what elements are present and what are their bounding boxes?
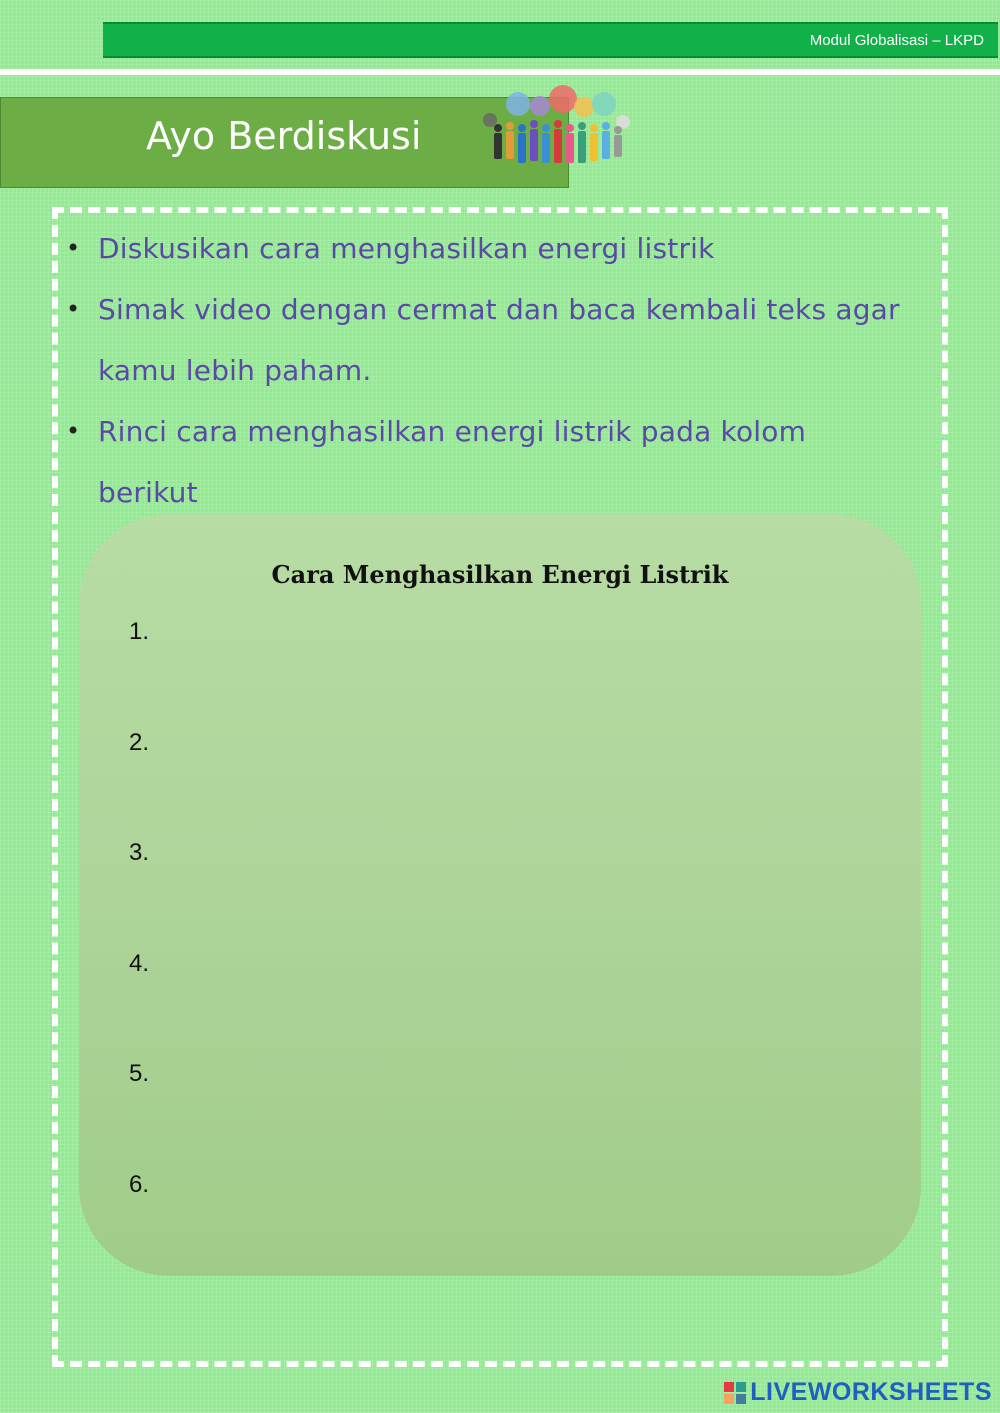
- answer-panel-title: Cara Menghasilkan Energi Listrik: [271, 560, 729, 589]
- header-bar: [103, 22, 998, 58]
- answer-item-2[interactable]: 2.: [129, 729, 150, 756]
- brand-mark-icon: [724, 1382, 746, 1404]
- bullet-icon: •: [66, 295, 81, 323]
- brand-name: LIVEWORKSHEETS: [750, 1378, 992, 1406]
- answer-item-5[interactable]: 5.: [129, 1060, 150, 1087]
- bullet-icon: •: [66, 417, 81, 445]
- instruction-item: [66, 279, 926, 401]
- answer-item-4[interactable]: 4.: [129, 950, 150, 977]
- instruction-text: Simak video dengan cermat dan baca kembali teks agar: [98, 293, 900, 326]
- instruction-text-continued: berikut: [98, 476, 198, 509]
- answer-item-3[interactable]: 3.: [129, 839, 150, 866]
- module-label: Modul Globalisasi – LKPD: [809, 32, 984, 49]
- instruction-text: Diskusikan cara menghasilkan energi listrik: [98, 232, 715, 265]
- instruction-text: Rinci cara menghasilkan energi listrik pada kolom: [98, 415, 807, 448]
- instruction-item: [66, 401, 926, 523]
- header-divider: [0, 69, 1000, 75]
- instruction-text-continued: kamu lebih paham.: [98, 354, 372, 387]
- instruction-item: [66, 218, 926, 279]
- people-discussion-icon: [478, 82, 638, 177]
- answer-item-1[interactable]: 1.: [129, 618, 150, 645]
- section-title: Ayo Berdiskusi: [146, 114, 422, 158]
- answer-item-6[interactable]: 6.: [129, 1171, 150, 1198]
- bullet-icon: •: [66, 234, 81, 262]
- instruction-list: [66, 218, 926, 523]
- brand-logo[interactable]: [724, 1378, 992, 1407]
- answer-panel: [79, 514, 921, 1276]
